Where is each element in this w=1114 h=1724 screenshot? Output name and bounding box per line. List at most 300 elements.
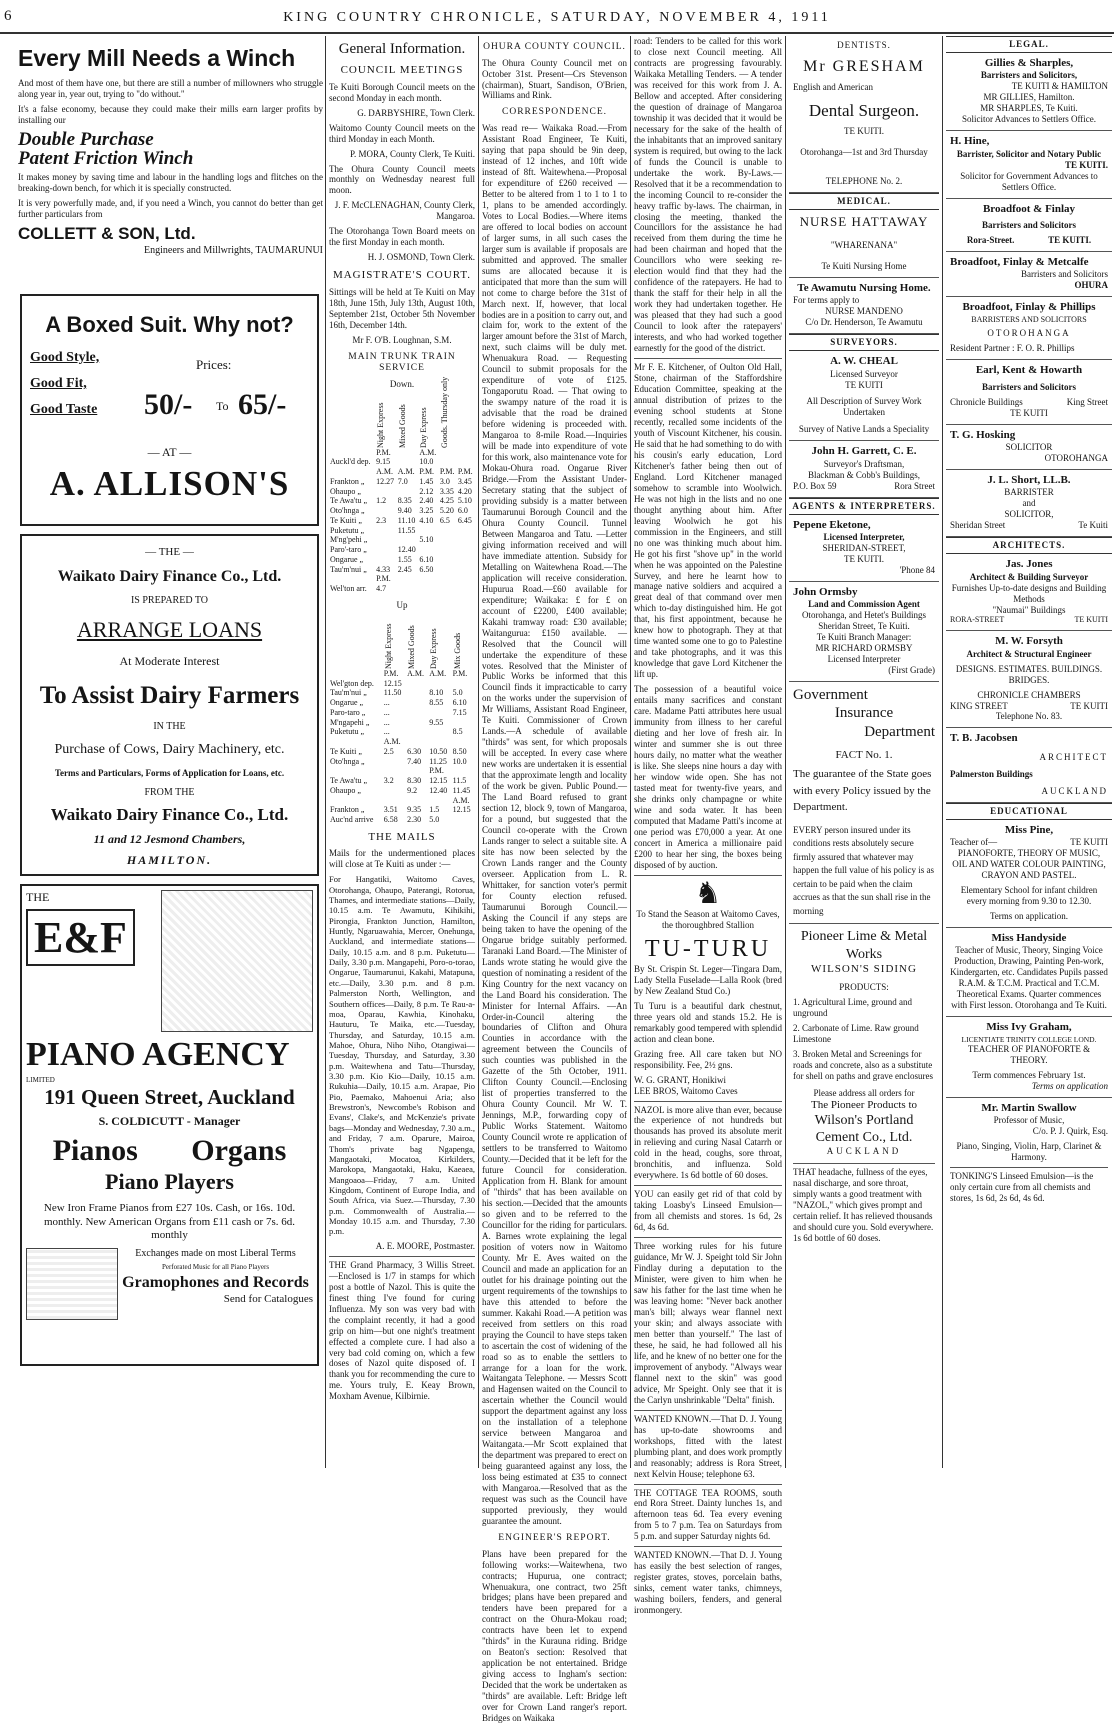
timetable-time: 5.20 — [439, 506, 454, 516]
masthead-title: KING COUNTRY CHRONICLE, SATURDAY, NOVEMBER 4, 1911 — [283, 10, 831, 25]
timetable-time: ... — [383, 727, 390, 737]
insurance-title: Insurance — [834, 705, 894, 722]
timetable-time: 6.30 — [407, 746, 422, 756]
teacher-desc: Piano, Singing, Violin, Harp, Clarinet & Harmony. — [956, 1140, 1102, 1162]
wanted-known-advert: WANTED KNOWN.—That D. J. Young has up-to-date showrooms and workshops, fitted with the latest plumbing plant, and does work promptly and reasonably; address is Rora Street, next Kelvin House; telephone 63. — [634, 1410, 782, 1480]
firm-sub: BARRISTER — [1004, 487, 1054, 498]
finance-loans: ARRANGE LOANS — [76, 617, 263, 643]
stallion-advert — [634, 875, 782, 1097]
timetable-time: P.M. — [376, 447, 391, 457]
nursing-home-nurse: NURSE MANDENO — [825, 306, 903, 317]
timetable-time — [457, 535, 475, 545]
firm-street: Rora-Street. — [966, 234, 1015, 245]
section-heading: SURVEYORS. — [789, 334, 939, 351]
timetable-time — [397, 584, 419, 594]
nazol-advert: NAZOL is more alive than ever, because the experience of not hundreds but thousands has proved its absolute merit in relieving and curing Nasal Catarrh or cold in the head, coughs, sore throat, bronchitis, and influenza. Sold everywhere. 1s 6d bottle of 60 doses. — [634, 1101, 782, 1182]
finance-city: HAMILTON. — [126, 852, 213, 867]
nurse-hattaway-listing — [789, 210, 939, 278]
timetable-time — [457, 448, 475, 458]
timetable-time — [383, 786, 406, 796]
insurance-fact: FACT No. 1. — [835, 749, 893, 762]
firm-town: OHURA — [1074, 280, 1108, 291]
timetable-time — [406, 737, 428, 747]
firm-name: J. L. Short, LL.B. — [987, 473, 1071, 486]
timetable-time: 6.10 — [452, 698, 467, 708]
timetable-time — [397, 457, 419, 467]
timetable-time: 12.15 — [429, 776, 448, 786]
pioneer-lime-advert — [789, 924, 939, 1249]
timetable-time: 2.3 — [376, 515, 387, 525]
firm-name: Gillies & Sharples, — [984, 56, 1074, 69]
teacher-name: Miss Handyside — [991, 931, 1067, 944]
engineers-report-text: Plans have been prepared for the following works:—Waitewhena, two contracts; Hupurua, one contract; Whenuakura, one contract, two 25ft bridges; plans have been prepared and tenders have been prepared for a contract on the Ohura-Mokau road; contracts have been let to expend "thirds" in the Kurauna riding. Bridge on Beaton's section: Resolved that application be not entertained. Bridge giving access to Ingham's section: Decided that the work be undertaken as "thirds" are available. Left: Bridge left over for Crown Land ranger's report. Bridges on Waikaka — [482, 1548, 627, 1724]
timetable-time: 6.5 — [439, 515, 450, 525]
timetable-station: Ongarue „ — [330, 698, 364, 708]
teacher-sub: Professor of Music, — [993, 1114, 1065, 1125]
header-rule — [0, 32, 1114, 34]
piano-limited: LIMITED — [26, 1076, 55, 1084]
firm-street: King Street — [1066, 396, 1108, 407]
column-rule — [942, 36, 943, 1468]
timetable-time: 8.50 — [452, 746, 467, 756]
timetable-row — [329, 555, 475, 565]
timetable-row — [329, 727, 475, 737]
dentist-town: TE KUITI. — [844, 126, 884, 137]
timetable-row — [329, 688, 475, 698]
section-heading: ARCHITECTS. — [946, 537, 1112, 554]
short-listing — [946, 470, 1112, 537]
timetable-time — [383, 796, 406, 806]
jones-listing — [946, 554, 1112, 631]
timetable-column-header — [406, 611, 428, 669]
architect-building: "Naumai" Buildings — [992, 604, 1066, 615]
timetable-time — [418, 574, 438, 584]
draftsman-sub: Surveyor's Draftsman, — [823, 458, 905, 469]
council-notice: Te Kuiti Borough Council meets on the second Monday in each month. — [329, 81, 475, 103]
timetable-time — [457, 457, 475, 467]
train-up-label: Up — [396, 599, 408, 610]
timetable-station — [329, 669, 383, 679]
timetable-time: 9.35 — [407, 805, 422, 815]
timetable-time — [439, 584, 457, 594]
timetable-time — [452, 815, 475, 825]
teacher-terms: Terms on application — [1031, 1080, 1108, 1091]
firm-note: Solicitor Advances to Settlers Office. — [961, 114, 1097, 125]
timetable-time: ... — [383, 717, 390, 727]
stallion-owner: W. G. GRANT, Honikiwi — [634, 1074, 726, 1085]
timetable-time: P.M. — [439, 467, 455, 477]
garrett-listing — [789, 441, 939, 497]
awamutu-nursing-listing — [789, 278, 939, 334]
timetable-time: A.M. — [407, 668, 424, 678]
draftsman-po-box: P.O. Box 59 — [793, 480, 837, 491]
eketone-listing — [789, 515, 939, 582]
timetable-row — [329, 786, 475, 796]
timetable-row — [329, 448, 475, 458]
draftsman-building: Blackman & Cobb's Buildings, — [807, 469, 921, 480]
timetable-station — [329, 448, 375, 458]
architect-street: RORA-STREET — [950, 615, 1005, 625]
pioneer-title: Works — [845, 946, 883, 962]
timetable-row — [329, 747, 475, 757]
piano-manager: S. COLDICUTT - Manager — [98, 1114, 241, 1129]
timetable-row — [329, 776, 475, 786]
train-service-heading: MAIN TRUNK TRAIN SERVICE — [348, 351, 456, 374]
firm-partner: MR GILLIES, Hamilton. — [983, 92, 1075, 103]
piano-the: THE — [26, 890, 50, 904]
horse-icon: ♞ — [694, 876, 722, 910]
magistrates-court-heading: MAGISTRATE'S COURT. — [332, 269, 472, 282]
timetable-column-label: Mixed Goods — [407, 625, 417, 669]
piano-catalogues: Send for Catalogues — [223, 1292, 313, 1305]
timetable-corner — [329, 611, 383, 669]
timetable-time: 5.0 — [429, 815, 440, 825]
timetable-time: P.M. — [383, 668, 399, 678]
timetable-time: 8.35 — [397, 496, 412, 506]
piano-players: Piano Players — [105, 1169, 234, 1195]
timetable-station: Puketutu „ — [330, 727, 364, 737]
timetable-time: 10.0 — [419, 457, 434, 467]
agent-name: John Ormsby — [793, 585, 858, 598]
kitchener-article: Mr F. E. Kitchener, of Oulton Old Hall, Stone, chairman of the Staffordshire Education Committee, speaking at the annual distribution of prizes to the evening school students at Stone recently, recalled some incidents of the youth of Viscount Kitchener, his cousin. He said that he had something to do with his cousin's early education, Lord Kitchener's father being then out of England. Lord Kitchener managed somehow to scramble into Woolwich. He was not high in the lists and no one thought anything about him. After leaving Woolwich he got his commission in the Engineers, and still no one was thinking much about him. He got his first "shove up" in the world when he was appointed on the Palestine Survey, and here he learnt how to manage native soldiers and acquired a great deal of that command over men which to-day distinguished him. He got that, his first appointment, because he knew how to photograph. They at that time wanted some one to go to Palestine and take photographs, and it was this knowledge that gave Lord Kitchener the lift up. — [634, 358, 782, 680]
timetable-time — [457, 574, 475, 584]
timetable-time: 3.51 — [383, 805, 398, 815]
stallion-intro: To Stand the Season at Waitomo Caves, the thoroughbred Stallion — [636, 908, 780, 930]
timetable-time — [406, 796, 428, 806]
tea-rooms-advert: THE COTTAGE TEA ROOMS, south end Rora Street. Dainty lunches 1s, and afternoon teas 6d. Tea every evening from 5 to 7 p.m. Tea on Saturdays from 5 p.m. and supper Saturday nights 6d. — [634, 1484, 782, 1543]
gramophone-illustration — [26, 1248, 118, 1320]
mails-intro: Mails for the undermentioned places will close at Te Kuiti as under :— — [329, 848, 475, 870]
timetable-row — [329, 698, 475, 708]
insurance-body: EVERY person insured under its conditions rests absolutely secure firmly assured that whatever may happen the full value of his policy is as certain to be paid when the claim accrues as that the sun shall rise in the morning — [793, 824, 934, 916]
timetable-row — [329, 535, 475, 545]
timetable-time: 3.25 — [419, 506, 434, 516]
timetable-time — [406, 708, 428, 718]
graham-listing — [946, 1017, 1112, 1097]
timetable-row — [329, 526, 475, 536]
timetable-row — [329, 467, 475, 477]
winch-headline: Every Mill Needs a Winch — [18, 45, 296, 71]
timetable-time — [406, 766, 428, 776]
dentist-otorohanga: Otorohanga—1st and 3rd Thursday — [800, 147, 928, 158]
timetable-station: Te Kuiti „ — [330, 746, 362, 756]
insurance-title: Government — [793, 687, 868, 704]
allison-suit-advert — [20, 294, 319, 526]
correspondence-text: Was read re— Waikaka Road.—From Assistant Road Engineer, Te Kuiti, saying that papa should be 9in deep, instead of 12 inches, and 10ft wide instead of 8ft. Waitewhena.—Proposal for expenditure of £260 received — Better to be altered from 1 to 1 to 1 to 1, plans to be amended accordingly. Votes to Local Bodies.—Where items are offered to local bodies on account of larger sums, in all such cases the larger sum is available if proposals are submitted and approved. The smaller sums are allocated because it is anticipated that more than the sum will not come to charge before the 31st of March next. If, however, that local bodies are in a position to carry out, and claim for, work to the extent of the larger amount before the 31st of March, next, such claims will be duly met. Whenuakura Road. — Requesting Council to submit proposals for the expenditure of vote of £125. Tongaporutu Road. — That owing to the swampy nature of the road it is advisable that the road be drained before widening is proceeded with. Mangaroa to 8-mile Road.—Inquiries will be made into expenditure of vote for this work, also maintenance vote for Mokau-Ohura road. Ongarue River Bridge.—From the Assistant Under-Secretary stating that the subject of providing subsidy is a matter between Taumarunui Borough Council and the Ohura County Council. Tunnel Between Mangaroa and Tatu. —Letter giving information received and will have immediate attention. Subsidy for Metalling on Waitewhena Road.—The application will receive consideration. Hupurua Road.—£60 available for expenditure; Waikaka: £ for £ on account of £2200, £400 available; Kakahi tramway road: £30 available; Waitangurua: £150 available. —Resolved that the Council will undertake the expenditure of these votes. Resolved that the Minister of Public Works be informed that this Council finds it impracticable to carry on the works under the supervision of Mr Williams, Assistant Road Engineer, Te Kuiti. Commissioner of Crown Lands.—A schedule of available "thirds" was sent, for which proposals will be accepted. In every case where new works are undertaken it is essential that the approximate length and locality of the work be given. Public Pound.—The Land Board refused to grant section 12, block 9, town of Mangaroa, for a pound, but suggested that the Council co-operate with the Crown Lands ranger to select a suitable site. A site has now been selected by the Crown Lands ranger and the County overseer. Application from L. R. Whittaker, for sanction voter's permit for County election refused. Taumarunui Borough Council.—Asking the Council if any steps are being taken to have the opening of the Ongarue bridge suitably performed. Taranaki Land Board.—The Minister of Lands wrote stating he would give the question of nominating a resident of the King Country for the next vacancy on the Land Board his consideration. The Minister for Internal Affairs. —An Order-in-Council altering the boundaries of Clifton and Ohura Counties in accordance with the agreement between the Councils of such counties was published in the Gazette of the 5th October, 1911. Clifton County Council.—Enclosing list of properties transferred to the Ohura County Council. Mr W. T. Jennings, M.P., forwarding copy of Public Works Statement. Waitomo County Council wrote re application of settlers to be transferred to Waitomo County.—Decided that it be left for the future Council for consideration. Application from H. Blank for amount of "thirds" that has been available on his section.—Decided that the amounts so given and to be referred to the Councillor for the riding for particulars. A. Barnes wrote explaining the legal position of voters now in Waitomo County. Mr E. Aves waited on the Council and made an application for an outlet for his drainage pointing out the urgent requirements of the townships to have this attended to before the summer. Kakahi Road.—A petition was received from settlers on this road praying the Council to have steps taken to ascertain the cost of widening of the road so as to enable the settlers to arrange for a loan for the work. Waitangata Telephone. — Messrs Scott and Hagensen waited on the Council to ascertain whether the Council would support the department against any loss on the installation of a telephone service between Mangaroa and Waitangata.—Mr Scott explained that the department was prepared to erect on being guaranteed against any loss, the loss being estimated at £35 to connect with Mangaroa.—Resolved that as the request was such as the Council have supported previously, they would guarantee the amount. — [482, 123, 627, 1527]
piano-address: 191 Queen Street, Auckland — [44, 1084, 295, 1109]
timetable-row — [329, 805, 475, 815]
firm-sub: BARRISTERS AND SOLICITORS — [971, 314, 1087, 324]
timetable-time: 9.15 — [376, 457, 391, 467]
interpreter-street: SHERIDAN-STREET, — [822, 543, 906, 554]
ohura-council-column — [482, 36, 627, 1724]
pioneer-siding: WILSON'S SIDING — [811, 962, 917, 975]
stallion-description: Tu Turu is a beautiful dark chestnut, three years old and stands 15.2. He is remarkably good tempered with splendid action and clean bone. — [634, 1000, 782, 1044]
winch-firm-sub: Engineers and Millwrights, TAUMARUNUI — [144, 244, 323, 256]
timetable-time — [397, 448, 419, 458]
timetable-time: A.M. — [383, 737, 401, 747]
timetable-row — [329, 496, 475, 506]
timetable-time — [439, 526, 457, 536]
ads-column — [18, 36, 323, 1468]
train-down-label: Down. — [389, 378, 415, 389]
timetable-column-label: Mix Goods — [452, 632, 462, 669]
dairy-finance-advert — [20, 534, 319, 876]
timetable-time — [452, 679, 475, 689]
timetable-station: Te Awa'tu „ — [330, 496, 368, 506]
winch-subheading: Double Purchase — [18, 128, 154, 150]
piano-exchanges: Exchanges made on most Liberal Terms — [135, 1248, 296, 1260]
timetable-station: Ohaupo „ — [330, 486, 361, 496]
nursing-home-title: Te Awamutu Nursing Home. — [797, 281, 931, 294]
timetable-time: A.M. — [397, 467, 415, 477]
dentist-sub: English and American — [793, 82, 873, 93]
timetable-time — [397, 487, 419, 497]
tonking-advert: TONKING'S Linseed Emulsion—is the only certain cure from all chemists and stores, 1s 6d, 2s 6d, 4s 6d. — [950, 1167, 1108, 1204]
timetable-time — [428, 679, 451, 689]
finance-name: Waikato Dairy Finance Co., Ltd. — [57, 568, 282, 586]
timetable-station — [329, 467, 375, 477]
timetable-time: 7.0 — [397, 476, 408, 486]
earl-kent-listing — [946, 360, 1112, 424]
timetable-station: Auckl'd dep. — [330, 457, 371, 467]
timetable-row — [329, 545, 475, 555]
timetable-column-header — [418, 390, 438, 448]
mails-signature: A. E. MOORE, Postmaster. — [375, 1240, 475, 1251]
timetable-time: 8.30 — [407, 776, 422, 786]
winch-text: It makes money by saving time and labour in the handling logs and flitches on the breaking-down bench, for which it is specially constructed. — [18, 171, 323, 193]
general-info-heading: General Information. — [338, 41, 466, 57]
timetable-time — [418, 526, 438, 536]
firm-partner: Resident Partner : F. O. R. Phillips — [950, 343, 1075, 354]
timetable-station: Paro-taro „ — [330, 707, 366, 717]
nurse-house: "WHARENANA" — [830, 239, 898, 250]
firm-name: Broadfoot, Finlay & Metcalfe — [950, 255, 1089, 268]
timetable-time: 4.33 — [376, 564, 391, 574]
nurse-name: NURSE HATTAWAY — [799, 214, 929, 230]
timetable-time: 11.25 — [429, 756, 447, 766]
finance-rate: At Moderate Interest — [119, 653, 220, 668]
magistrates-court-text: Sittings will be held at Te Kuiti on May 18th, June 15th, July 13th, August 10th, September 21st, October 5th November 16th, December 14th. — [329, 286, 475, 330]
suit-line: Good Style, — [30, 349, 100, 365]
timetable-time: 12.40 — [429, 785, 448, 795]
forsyth-listing — [946, 631, 1112, 728]
timetable-station: Oto'hnga „ — [330, 506, 365, 516]
teacher-name: Miss Pine, — [1004, 823, 1054, 836]
winch-text: And most of them have one, but there are still a number of millowners who struggle along year in, year out, trying to "do without." — [18, 78, 323, 100]
timetable-time — [457, 555, 475, 565]
timetable-time: 8.10 — [429, 688, 444, 698]
dentist-telephone: TELEPHONE No. 2. — [825, 176, 903, 187]
timetable-station — [329, 574, 375, 584]
timetable-time: 6.10 — [419, 554, 434, 564]
finance-in-the: IN THE — [153, 721, 186, 733]
timetable-station: Frankton „ — [330, 805, 365, 815]
agent-sub: Land and Commission Agent — [808, 599, 920, 610]
timetable-time: P.M. — [376, 574, 391, 584]
finance-from: FROM THE — [144, 787, 195, 799]
piano-music: Perforated Music for all Piano Players — [161, 1262, 270, 1271]
surveyor-town: TE KUITI — [845, 379, 883, 390]
timetable-time: 2.30 — [407, 815, 422, 825]
timetable-column-header — [375, 390, 397, 448]
winch-firm: COLLETT & SON, Ltd. — [18, 223, 196, 243]
timetable-time: 12.40 — [397, 545, 416, 555]
teacher-care-of: C/o. P. J. Quirk, Esq. — [1032, 1125, 1108, 1136]
timetable-time — [406, 698, 428, 708]
column-rule — [325, 36, 326, 1468]
timetable-station: Ohaupo „ — [330, 785, 361, 795]
timetable-station: Ongarue „ — [330, 554, 364, 564]
council-meetings-heading: COUNCIL MEETINGS — [340, 64, 464, 77]
products-heading: PRODUCTS: — [839, 982, 889, 992]
dentist-name: Mr GRESHAM — [803, 57, 925, 75]
timetable-time — [439, 457, 457, 467]
timetable-time — [457, 545, 475, 555]
ohura-council-intro: The Ohura County Council met on October 31st. Present—Crs Stevenson (chairman), Stuart, Sandison, O'Brien, Williams and Rink. — [482, 57, 627, 101]
timetable-time: 12.15 — [452, 805, 471, 815]
timetable-station — [329, 796, 383, 806]
agent-manager: MR RICHARD ORMSBY — [815, 643, 913, 654]
timetable-time: 2.40 — [419, 496, 434, 506]
timetable-time: 8.5 — [452, 727, 463, 737]
page-number: 6 — [4, 8, 12, 24]
legal-column — [946, 36, 1112, 1468]
timetable-time: 5.10 — [457, 496, 472, 506]
emulsion-advert: YOU can easily get rid of that cold by taking Loasby's Linseed Emulsion—from all chemists and stores. 1s 6d, 2s 6d, 4s 6d. — [634, 1185, 782, 1233]
section-heading: EDUCATIONAL — [946, 803, 1112, 820]
timetable-time: 9.40 — [397, 506, 412, 516]
council-signature: P. MORA, County Clerk, Te Kuiti. — [350, 148, 475, 159]
nursing-home-care-of: C/o Dr. Henderson, Te Awamutu — [805, 317, 923, 328]
stallion-pedigree: By St. Crispin St. Leger—Tingara Dam, Lady Stella Fuselade—Lalla Rook (bred by New Zealand Stud Co.) — [634, 963, 782, 996]
mails-schedule: For Hangatiki, Waitomo Caves, Otorohanga, Ohaupo, Paterangi, Rotorua, Thames, and intermediate stations—Daily, 10.15 a.m. Te Awamutu, Kihikihi, Pirongia, Frankton Junction, Hamilton, Huntly, Ngaruawahia, Mercer, Onehunga, Auckland, and intermediate stations—Daily, 10.15 a.m. and 8 p.m. Puketutu—Daily, 3.30 p.m. Mangapehi, Poro-o-torao, Ongarue, Taumarunui, Kakahi, Matapuna, etc.—Daily, 3.30 p.m. and 8 p.m. Palmerston North, Wellington, and Southern offices—Daily, 8 p.m. Te Rau-a-moa, Oparau, Kawhia, Kinohaku, Hauturu, Te Maika, etc.—Tuesday, Thursday, and Saturday, 10.15 a.m. Mahoe, Ohura, Niho Niho, Otangiwai—Tuesday, Thursday, and Saturday, 3.30 p.m. Waitewhena and Tatu—Thursday, 3.30 p.m. Kio Kio—Daily, 10.15 a.m. Rukuhia—Daily, 10.15 a.m. Arapae, Pio Pio, Paemako, Mahoenui Aria; also Brewstron's, Newcombe's Robison and Evans', Clake's, and McKenzie's private bags—Monday and Wednesday, 7.30 a.m., and Friday, 7 a.m. Oparure, Mairoa, Thom's private bag Ngapenga, Mangaotaki, Mocatoa, Kirkilders, Marokopa, Mangaotaki, Haku, Kaeaea, Mangoaoa—Friday, 7 a.m. United Kingdom, Continent of Europe India, and South Africa, via Suez.—Thursday, 7.30 p.m. Commonwealth of Australia.—Monday 10.15 a.m. and Thursday, 7.30 p.m. — [329, 874, 475, 1237]
firm-name: Earl, Kent & Howarth — [975, 364, 1083, 377]
directory-column — [789, 36, 939, 1468]
timetable-time: 10.0 — [452, 756, 467, 766]
pine-listing — [946, 820, 1112, 928]
timetable-time: 3.35 — [439, 486, 454, 496]
dentist-listing — [789, 36, 939, 193]
council-notice: Waitomo County Council meets on the third Monday in each Month. — [329, 122, 475, 144]
section-heading: DENTISTS. — [837, 40, 891, 50]
timetable-time: 11.45 — [452, 785, 471, 795]
timetable-time: 7.15 — [452, 707, 467, 717]
timetable-time — [452, 737, 475, 747]
wilson-name: Cement Co., Ltd. — [815, 1130, 913, 1146]
column-rule — [785, 36, 786, 1468]
finance-terms: Terms and Particulars, Forms of Application for Loans, etc. — [54, 768, 285, 779]
teacher-subjects: TEACHER OF PIANOFORTE & THEORY. — [967, 1043, 1091, 1065]
timetable-time: 6.50 — [419, 564, 434, 574]
government-insurance-advert — [789, 682, 939, 924]
timetable-column-label: Night Express — [376, 402, 386, 448]
architect-desc: DESIGNS. ESTIMATES. BUILDINGS. BRIDGES. — [955, 663, 1103, 685]
jacobsen-listing — [946, 728, 1112, 802]
suit-price-from: 50/- — [144, 387, 193, 421]
winch-text: It's a false economy, because they could make their mills earn larger profits by installing our — [18, 103, 323, 125]
page-header — [0, 0, 1114, 34]
piano-logo: E&F — [26, 909, 135, 967]
timetable-time: 2.5 — [383, 746, 394, 756]
interpreter-sub: Licensed Interpreter, — [823, 532, 905, 543]
timetable-row — [329, 679, 475, 689]
column-rule — [478, 36, 479, 1468]
piano-agency-advert — [20, 884, 319, 1366]
teacher-label: Teacher of— — [950, 837, 998, 848]
piano-pianos: Pianos — [52, 1133, 138, 1167]
timetable-column-label: Day Express — [419, 406, 429, 448]
timetable-row — [329, 457, 475, 467]
council-notice: The Otorohanga Town Board meets on the first Monday in each month. — [329, 226, 475, 248]
suit-price-to: 65/- — [238, 387, 287, 421]
timetable-time — [397, 574, 419, 584]
firm-town: TE KUITI & HAMILTON — [1011, 81, 1108, 92]
orders-note: Please address all orders for — [813, 1087, 915, 1098]
timetable-time: P.M. — [419, 467, 435, 477]
timetable-time — [439, 574, 457, 584]
timetable-time — [418, 545, 438, 555]
timetable-station: Wel'ton arr. — [330, 584, 367, 594]
timetable-time — [406, 727, 428, 737]
dentist-title: Dental Surgeon. — [808, 101, 920, 121]
timetable-time: A.M. — [419, 447, 437, 457]
timetable-time: 6.58 — [383, 815, 398, 825]
hine-listing — [946, 131, 1112, 198]
suit-price-to-word: To — [216, 398, 229, 413]
timetable-time — [383, 766, 406, 776]
firm-town: TE KUITI — [1010, 407, 1048, 418]
timetable-time — [375, 487, 397, 497]
section-heading: MEDICAL. — [789, 193, 939, 210]
timetable-time: 11.50 — [383, 688, 402, 698]
architect-sub: Architect & Building Surveyor — [969, 571, 1089, 582]
teacher-sub: LICENTIATE TRINITY COLLEGE LOND. — [961, 1034, 1097, 1044]
council-signature: G. DARBYSHIRE, Town Clerk. — [357, 107, 475, 118]
firm-town: OTOROHANGA — [987, 328, 1071, 339]
timetable-time: 11.10 — [397, 515, 416, 525]
firm-town: TE KUITI. — [1064, 159, 1108, 170]
timetable-time: 11.55 — [397, 525, 416, 535]
train-up-table — [329, 611, 475, 825]
firm-town: OTOROHANGA — [1044, 452, 1108, 463]
pioneer-title: Pioneer Lime & Metal — [800, 929, 928, 945]
ohura-council-heading: OHURA COUNTY COUNCIL. — [483, 42, 626, 52]
magistrates-court-signature: Mr F. O'B. Loughnan, S.M. — [352, 334, 452, 345]
timetable-time — [452, 718, 475, 728]
pharmacy-letter: THE Grand Pharmacy, 3 Willis Street.—Enclosed is 1/7 in stamps for which post a bottle of Nazol. This is quite the finest thing I've found for curing Influenza. My son was very bad with the complaint recently, it had a good grip on him—but one night's treatment effected a complete cure. I had also a very bad cold coming on, which a few doses of Nazol quite disposed of. I thank you for recommending the cure to me. Yours truly, E. Keay Brown, Moxham Avenue, Kilbirnie. — [329, 1256, 475, 1403]
architect-telephone: Telephone No. 83. — [995, 711, 1063, 722]
timetable-row — [329, 516, 475, 526]
architect-street: KING STREET — [950, 700, 1008, 711]
timetable-time: 3.2 — [383, 776, 394, 786]
timetable-time — [375, 506, 397, 516]
gillies-listing — [946, 53, 1112, 131]
piano-terms: New Iron Frame Pianos from £27 10s. Cash, or 16s. 10d. monthly. New American Organs from £11 cash or 7s. 6d. monthly — [43, 1202, 296, 1241]
architect-town: TE KUITI — [1070, 700, 1108, 711]
firm-note: Solicitor for Government Advances to Settlers Office. — [960, 170, 1098, 192]
finance-address: 11 and 12 Jesmond Chambers, — [93, 832, 246, 847]
timetable-time — [375, 526, 397, 536]
timetable-column-header — [397, 390, 419, 448]
timetable-station: Frankton „ — [330, 476, 365, 486]
teacher-school: Elementary School for infant children every morning from 9.30 to 12.30. — [960, 885, 1098, 906]
firm-sub: Barristers and Solicitors, — [980, 70, 1078, 81]
timetable-time — [375, 545, 397, 555]
mails-heading: THE MAILS — [368, 830, 436, 843]
timetable-time: P.M. — [429, 766, 444, 776]
ormsby-listing — [789, 582, 939, 682]
